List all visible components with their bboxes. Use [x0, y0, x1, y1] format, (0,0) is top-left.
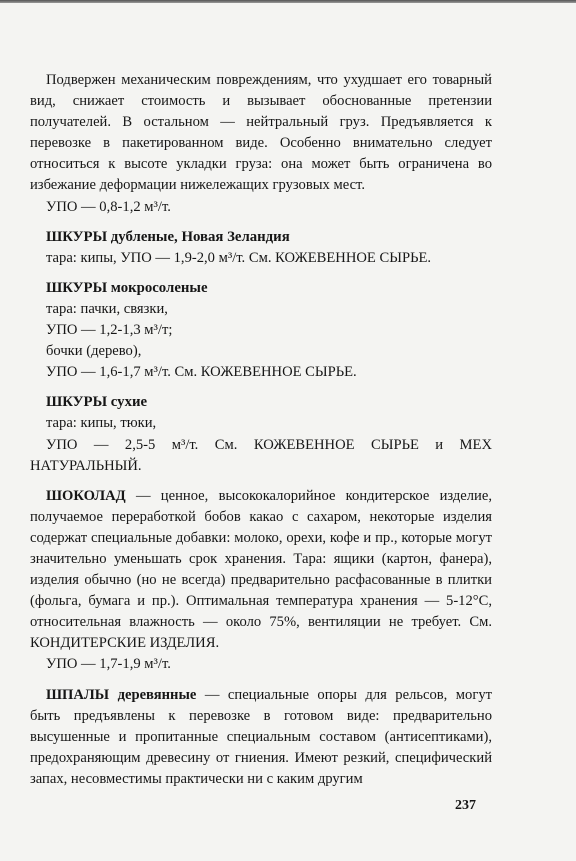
entry-line: тара: кипы, тюки,	[46, 415, 157, 432]
entry-subtitle: дубленые, Новая Зеландия	[107, 228, 290, 245]
entry-upo: УПО — 1,7-1,9 м³/т.	[46, 656, 171, 673]
entry-body: — ценное, высококалорийное кондитерское изделие, получаемое переработкой бобов какао с сахаром, некоторые изделия содержат специальные добавки: молоко, орехи, кофе и пр., которые могут значительно уменьшать срок хранения. Тара: ящики (картон, фанера), изделия обычно (но не всегда) предварительно расфасованные в плитки (фольга, бумага и пр.). Оптимальная температура хранения — 5-12°С, относительная влажность — около 75%, вентиляции не требует. См. КОНДИТЕРСКИЕ ИЗДЕЛИЯ.	[30, 487, 492, 652]
intro-paragraph: Подвержен механическим повреждениям, что ухудшает его товарный вид, снижает стоимость и вызывает обоснованные претензии получателей. В остальном — нейтральный груз. Предъявляется к перевозке в пакетированном виде. Особенно внимательно следует относиться к высоте укладки груза: она может быть ограничена во избежание деформации нижележащих грузовых мест.	[30, 72, 492, 194]
entry-line: УПО — 1,6-1,7 м³/т. См. КОЖЕВЕННОЕ СЫРЬЕ.	[46, 364, 357, 381]
page-body	[30, 70, 492, 790]
page-number: 237	[455, 798, 476, 813]
entry-term: ШПАЛЫ деревянные	[46, 686, 197, 703]
entry-term: ШКУРЫ	[46, 279, 108, 296]
entry-line: УПО — 1,2-1,3 м³/т;	[46, 322, 173, 339]
entry-subtitle: мокросоленые	[107, 279, 208, 296]
entry-term: ШКУРЫ	[46, 228, 108, 245]
intro-upo: УПО — 0,8-1,2 м³/т.	[46, 198, 171, 215]
entry-subtitle: сухие	[107, 394, 148, 411]
entry-term: ШКУРЫ	[46, 394, 108, 411]
entry-title-hides-wet-salted	[30, 278, 492, 299]
entry-line: тара: пачки, связки,	[46, 300, 168, 317]
top-rule	[0, 0, 576, 3]
entry-title-hides-dry	[30, 392, 492, 413]
entry-body: — специальные опоры для рельсов, могут быть предъявлены к перевозке в готовом виде: предварительно высушенные и пропитанные специальным составом (антисептиками), предохраняющим древесину от гниения. Имеют резкий, специфический запах, несовместимы практически ни с каким другим	[30, 686, 493, 787]
entry-term: ШОКОЛАД	[46, 487, 126, 504]
entry-line: бочки (дерево),	[46, 343, 142, 360]
entry-chocolate	[30, 486, 492, 655]
entry-sleepers	[30, 685, 492, 790]
entry-title-hides-tanned	[30, 227, 492, 248]
entry-line: тара: кипы, УПО — 1,9-2,0 м³/т. См. КОЖЕВЕННОЕ СЫРЬЕ.	[46, 249, 432, 266]
entry-line: УПО — 2,5-5 м³/т. См. КОЖЕВЕННОЕ СЫРЬЕ и МЕХ НАТУРАЛЬНЫЙ.	[30, 436, 492, 474]
